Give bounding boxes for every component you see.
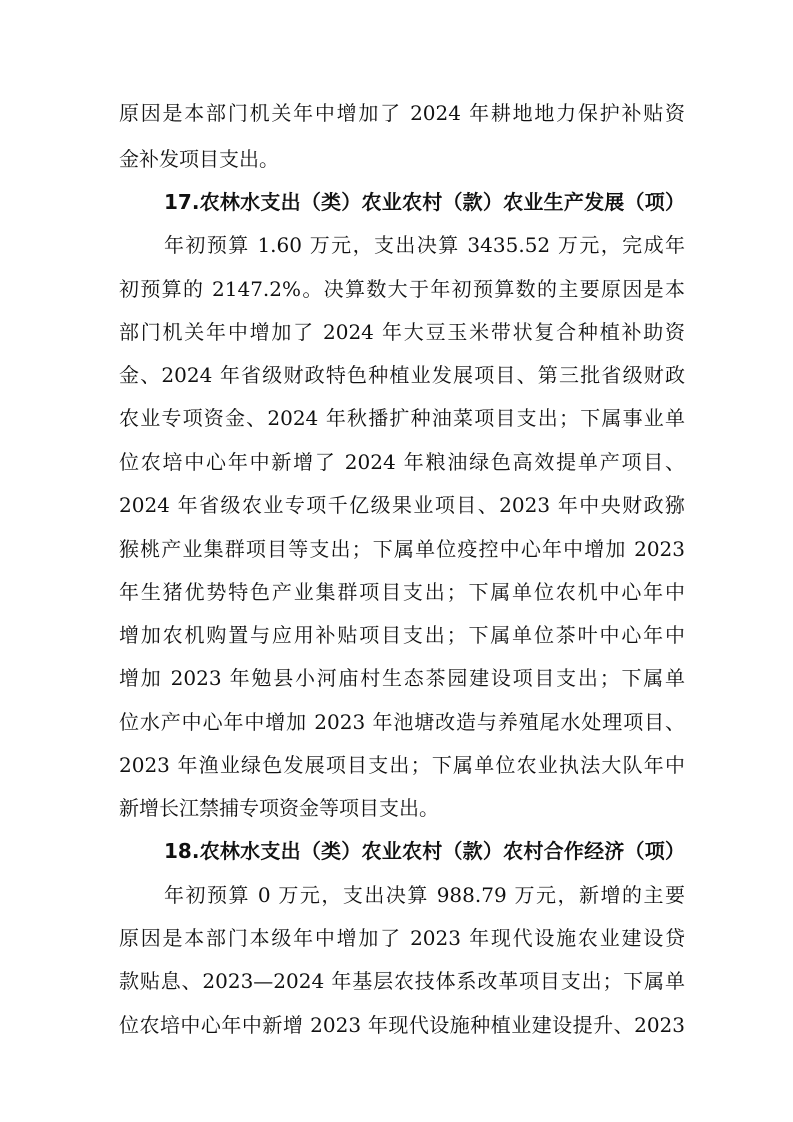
paragraph-line: 初预算的 2147.2%。决算数大于年初预算数的主要原因是本: [119, 277, 685, 301]
paragraph-line: 农业专项资金、2024 年秋播扩种油菜项目支出；下属事业单: [119, 406, 685, 430]
paragraph-line: 2024 年省级农业专项千亿级果业项目、2023 年中央财政猕: [119, 493, 685, 517]
paragraph-line: 位农培中心年中新增了 2024 年粮油绿色高效提单产项目、: [119, 450, 685, 474]
paragraph-line: 位水产中心年中增加 2023 年池塘改造与养殖尾水处理项目、: [119, 710, 685, 734]
paragraph-line: 款贴息、2023—2024 年基层农技体系改革项目支出；下属单: [119, 969, 685, 993]
paragraph-line: 部门机关年中增加了 2024 年大豆玉米带状复合种植补助资: [119, 320, 685, 344]
paragraph-line: 年初预算 1.60 万元，支出决算 3435.52 万元，完成年: [164, 233, 685, 257]
paragraph-line: 年生猪优势特色产业集群项目支出；下属单位农机中心年中: [119, 580, 685, 604]
paragraph-line: 位农培中心年中新增 2023 年现代设施种植业建设提升、2023: [119, 1013, 685, 1037]
paragraph-line: 新增长江禁捕专项资金等项目支出。: [119, 796, 439, 820]
paragraph-line: 年初预算 0 万元，支出决算 988.79 万元，新增的主要: [164, 883, 685, 907]
section-heading-18: 18.农林水支出（类）农业农村（款）农村合作经济（项）: [164, 839, 685, 863]
paragraph-line: 原因是本部门机关年中增加了 2024 年耕地地力保护补贴资: [119, 101, 685, 125]
paragraph-line: 金、2024 年省级财政特色种植业发展项目、第三批省级财政: [119, 363, 685, 387]
section-heading-17: 17.农林水支出（类）农业农村（款）农业生产发展（项）: [164, 190, 685, 214]
paragraph-line: 2023 年渔业绿色发展项目支出；下属单位农业执法大队年中: [119, 753, 685, 777]
paragraph-line: 猴桃产业集群项目等支出；下属单位疫控中心年中增加 2023: [119, 537, 685, 561]
paragraph-line: 增加农机购置与应用补贴项目支出；下属单位茶叶中心年中: [119, 623, 685, 647]
paragraph-line: 金补发项目支出。: [119, 147, 279, 171]
paragraph-line: 原因是本部门本级年中增加了 2023 年现代设施农业建设贷: [119, 926, 685, 950]
paragraph-line: 增加 2023 年勉县小河庙村生态茶园建设项目支出；下属单: [119, 666, 685, 690]
